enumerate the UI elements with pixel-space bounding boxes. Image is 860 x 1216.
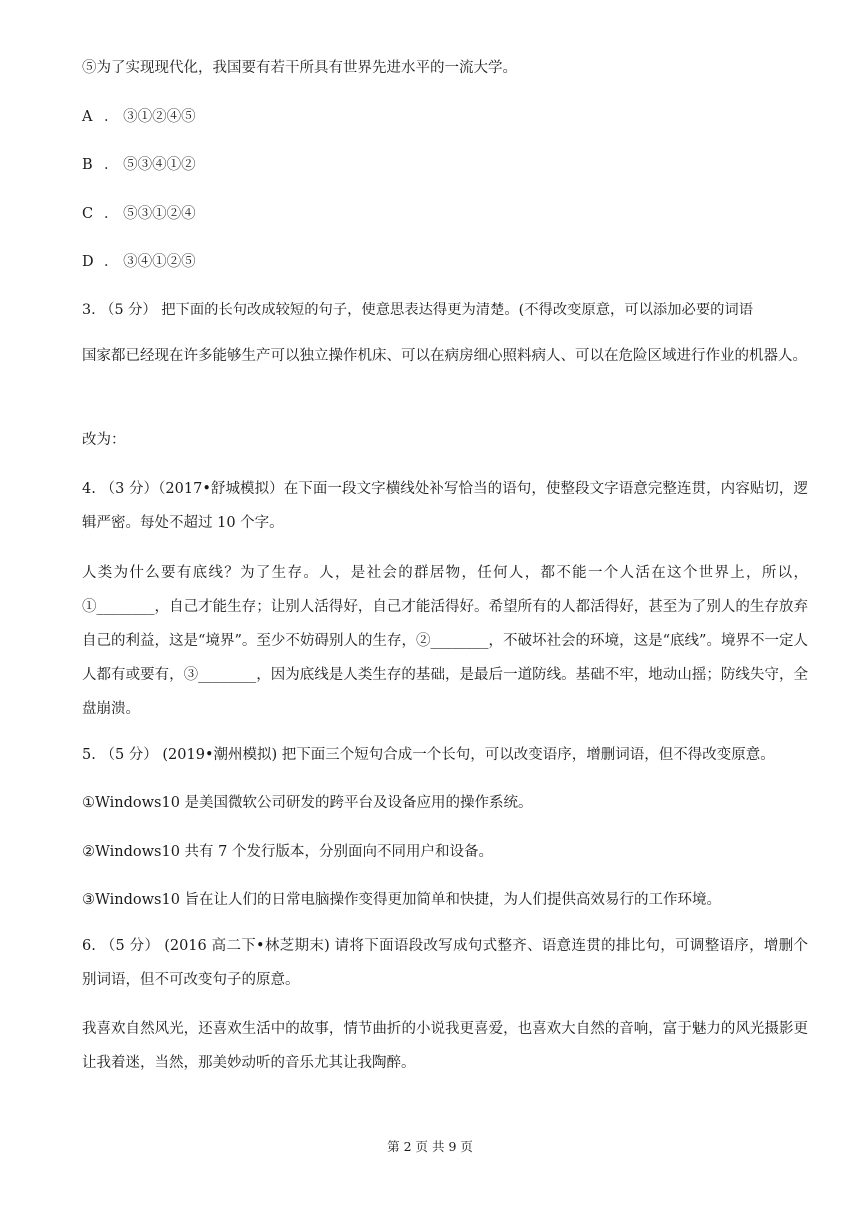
q2-option-d xyxy=(82,252,196,272)
q4-passage: 人类为什么要有底线？为了生存。人，是社会的群居物，任何人，都不能一个人活在这个世界上，所以，①________，自己才能生存；让别人活得好，自己才能活得好。希望所有的人都活得好，甚至为了别人的生存放弃自己的利益，这是“境界”。至少不妨碍别人的生存，②________，不破坏社会的环境，这是“底线”。境界不一定人人都有或要有，③________，因为底线是人类生存的基础，是最后一道防线。基础不牢，地动山摇；防线失守，全盘崩溃。 xyxy=(82,565,808,717)
option-letter: A xyxy=(82,109,93,125)
q4-stem: 4. （3 分）（2017•舒城模拟）在下面一段文字横线处补写恰当的语句，使整段文字语意完整连贯，内容贴切，逻辑严密。每处不超过 10 个字。 xyxy=(82,481,808,531)
option-text: ． ③①②④⑤ xyxy=(104,109,196,125)
q2-option-b xyxy=(82,155,196,175)
q2-item-5: ⑤为了实现现代化，我国要有若干所具有世界先进水平的一流大学。 xyxy=(82,60,517,76)
q3-passage: 国家都已经现在许多能够生产可以独立操作机床、可以在病房细心照料病人、可以在危险区域进行作业的机器人。 xyxy=(82,348,807,364)
q6-passage: 我喜欢自然风光，还喜欢生活中的故事，情节曲折的小说我更喜爱，也喜欢大自然的音响，富于魅力的风光摄影更让我着迷，当然，那美妙动听的音乐尤其让我陶醉。 xyxy=(82,1021,808,1071)
q5-stem: 5. （5 分） (2019•潮州模拟) 把下面三个短句合成一个长句，可以改变语序，增删词语，但不得改变原意。 xyxy=(82,747,775,763)
q5-item-3: ③Windows10 旨在让人们的日常电脑操作变得更加简单和快捷，为人们提供高效易行的工作环境。 xyxy=(82,892,722,908)
q6-stem: 6. （5 分） (2016 高二下•林芝期末) 请将下面语段改写成句式整齐、语意连贯的排比句，可调整语序，增删个别词语，但不可改变句子的原意。 xyxy=(82,938,808,988)
option-text: ． ③④①②⑤ xyxy=(104,254,196,270)
option-letter: C xyxy=(82,206,94,222)
option-text: ． ⑤③④①② xyxy=(104,157,196,173)
q5-item-2: ②Windows10 共有 7 个发行版本，分别面向不同用户和设备。 xyxy=(82,844,493,860)
q2-option-c xyxy=(82,204,196,224)
option-letter: B xyxy=(82,157,93,173)
option-text: ． ⑤③①②④ xyxy=(104,206,196,222)
q2-option-a xyxy=(82,107,196,127)
q3-answer-label: 改为： xyxy=(82,432,126,448)
q3-stem: 3. （5 分） 把下面的长句改成较短的句子，使意思表达得更为清楚。(不得改变原意，可以添加必要的词语 xyxy=(82,302,754,318)
option-letter: D xyxy=(82,254,94,270)
q5-item-1: ①Windows10 是美国微软公司研发的跨平台及设备应用的操作系统。 xyxy=(82,795,533,811)
page-footer: 第 2 页 共 9 页 xyxy=(387,1139,473,1154)
